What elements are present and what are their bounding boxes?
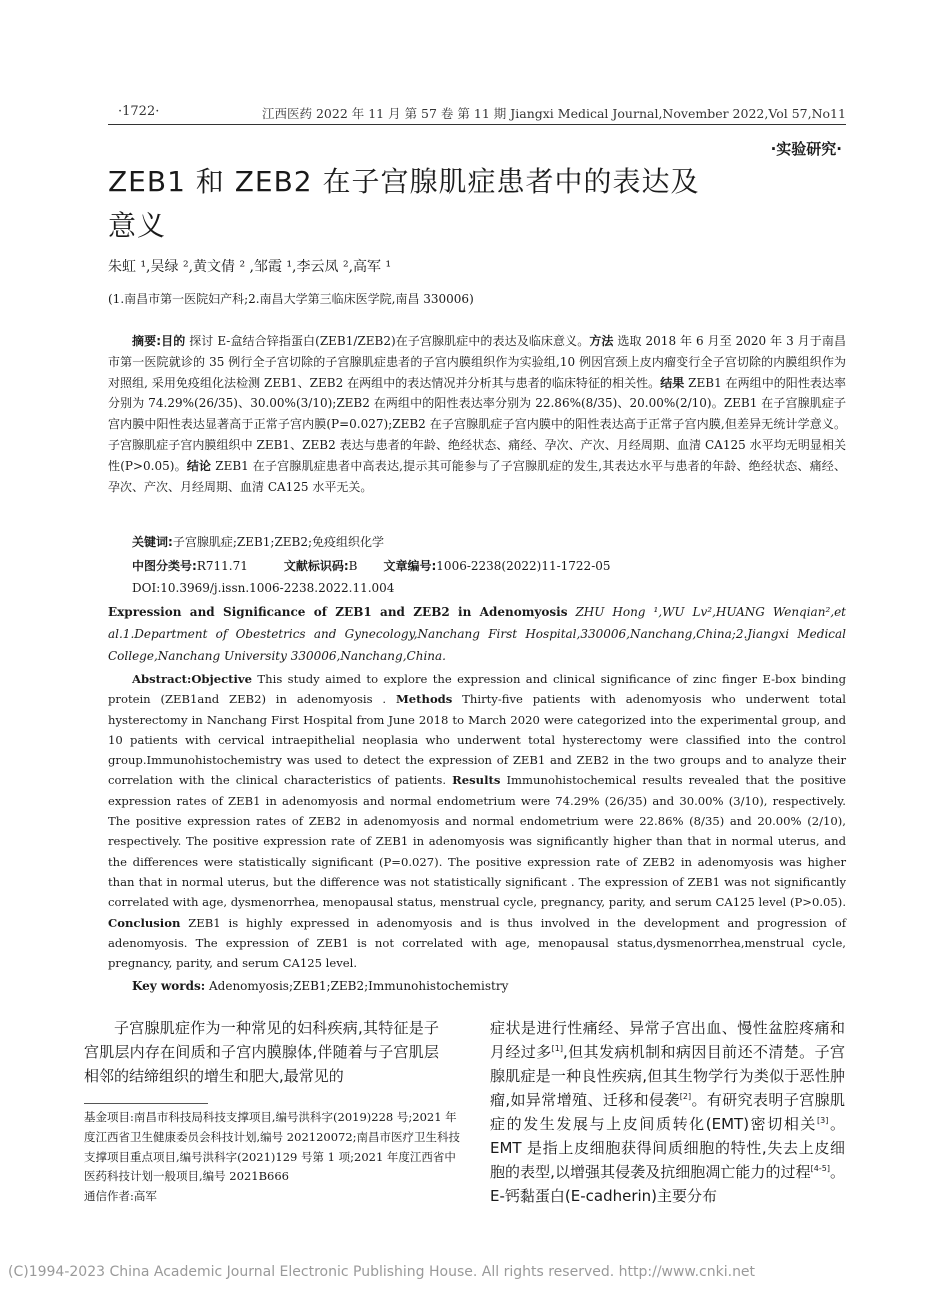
keywords-text: 子宫腺肌症;ZEB1;ZEB2;免疫组织化学 (172, 535, 385, 549)
body-paragraph-left: 子宫腺肌症作为一种常见的妇科疾病,其特征是子宫肌层内存在间质和子宫内膜腺体,伴随着与子宫肌层相邻的结缔组织的增生和肥大,最常见的 (84, 1019, 439, 1085)
en-keywords-text: Adenomyosis;ZEB1;ZEB2;Immunohistochemistry (205, 979, 509, 993)
doi: DOI:10.3969/j.issn.1006-2238.2022.11.004 (132, 581, 395, 595)
header-rule (108, 124, 846, 125)
abstract-label: 摘要: (132, 334, 161, 348)
clc-label: 中图分类号: (132, 559, 197, 573)
en-abstract-label: Abstract: (132, 672, 192, 686)
classification-line (132, 557, 611, 574)
footnote (84, 1108, 464, 1207)
english-title: Expression and Significance of ZEB1 and ZEB2 in Adenomyosis (108, 605, 568, 619)
en-conclusion-text: ZEB1 is highly expressed in adenomyosis and is thus involved in the development and progression of adenomyosis. The expression of ZEB1 is not correlated with age, menopausal status,dysmenorrhea,menstrual cycle, pregnancy, parity, and serum CA125 level. (108, 915, 846, 971)
body-text: 症状是进行性痛经、异常子宫出血、慢性盆腔疼痛和月经过多 (490, 1019, 845, 1061)
results-label: 结果 (660, 375, 685, 390)
en-results-label: Results (452, 773, 501, 788)
en-methods-text: Thirty-five patients with adenomyosis who underwent total hysterectomy in Nanchang First Hospital from June 2018 to March 2020 were categorized into the experimental group, and 10 patients with cervical intraepithelial neoplasia who underwent total hysterectomy were classified into the control group.Immunohistochemistry was used to detect the expression of ZEB1 and ZEB2 in the two groups and to analyze their correlation with the clinical characteristics of patients. (108, 692, 846, 788)
objective-text: 探讨 E-盒结合锌指蛋白(ZEB1/ZEB2)在子宫腺肌症中的表达及临床意义。 (185, 334, 590, 348)
en-methods-label: Methods (395, 692, 453, 707)
section-label: ·实验研究· (770, 140, 842, 158)
english-byline: ZHU Hong ¹,WU Lv²,HUANG Wenqian²,et al.1.Department of Obestetrics and Gynecology,Nanchang First Hospital,330006,Nanchang,China;2.Jiangxi Medical College,Nanchang University 330006,Nanchang,China. (108, 605, 846, 663)
affiliation: (1.南昌市第一医院妇产科;2.南昌大学第三临床医学院,南昌 330006) (108, 292, 474, 306)
conclusion-text: ZEB1 在子宫腺肌症患者中高表达,提示其可能参与了子宫腺肌症的发生,其表达水平与患者的年龄、绝经状态、痛经、孕次、产次、月经周期、血清 CA125 水平无关。 (108, 458, 846, 494)
keywords-line (132, 533, 384, 550)
article-title: ZEB1 和 ZEB2 在子宫腺肌症患者中的表达及意义 (108, 165, 700, 242)
citation-ref: [4-5] (810, 1164, 830, 1173)
methods-text: 选取 2018 年 6 月至 2020 年 3 月于南昌市第一医院就诊的 35 例行全子宫切除的子宫腺肌症患者的子宫内膜组织作为实验组,10 例因宫颈上皮内瘤变行全子宫切除的内膜组织作为对照组, 采用免疫组化法检测 ZEB1、ZEB2 在两组中的表达情况并分析其与患者的临床特征的相关性。 (108, 334, 846, 390)
citation-ref: [3] (817, 1116, 829, 1125)
doc-code-label: 文献标识码: (283, 559, 349, 573)
footnote-rule (84, 1103, 208, 1104)
article-number-label: 文章编号: (383, 559, 437, 573)
en-conclusion-label: Conclusion (108, 915, 181, 930)
clc-value: R711.71 (196, 559, 248, 573)
english-keywords (132, 979, 508, 993)
en-keywords-label: Key words: (132, 979, 206, 993)
doc-code-value: B (348, 559, 358, 573)
citation-ref: [2] (679, 1092, 692, 1101)
citation-ref: [1] (551, 1044, 563, 1053)
results-text: ZEB1 在两组中的阳性表达率分别为 74.29%(26/35)、30.00%(3/10);ZEB2 在两组中的阳性表达率分别为 22.86%(8/35)、20.00%(2/10)。ZEB1 在子宫腺肌症子宫内膜中阳性表达显著高于正常子宫内膜(P=0.027);ZEB2 在子宫腺肌症子宫内膜中的阳性表达高于正常子宫内膜,但差异无统计学意义。子宫腺肌症子宫内膜组织中 ZEB1、ZEB2 表达与患者的年龄、绝经状态、痛经、孕次、产次、月经周期、血清 CA125 水平均无明显相关性(P>0.05)。 (108, 375, 846, 473)
body-text: 。有研究表明子宫腺肌症的发生发展与上皮间质转化(EMT)密切相关 (490, 1091, 845, 1133)
page-number: ·1722· (118, 104, 160, 119)
article-number-value: 1006-2238(2022)11-1722-05 (436, 559, 611, 573)
body-text: ,但其发病机制和病因目前还不清楚。子宫腺肌症是一种良性疾病,但其生物学行为类似于恶性肿瘤,如异常增殖、迁移和侵袭 (490, 1043, 845, 1109)
conclusion-label: 结论 (186, 458, 212, 473)
keywords-label: 关键词: (132, 535, 173, 549)
author-list: 朱虹 ¹,吴绿 ²,黄文倩 ² ,邹霞 ¹,李云凤 ²,高军 ¹ (108, 259, 392, 275)
en-objective-label: Objective (191, 672, 253, 686)
corresponding-author: 通信作者:高军 (84, 1189, 157, 1204)
objective-label: 目的 (161, 334, 186, 348)
body-text: 。E-钙黏蛋白(E-cadherin)主要分布 (490, 1163, 845, 1205)
chinese-abstract (108, 331, 846, 497)
copyright-watermark: (C)1994-2023 China Academic Journal Electronic Publishing House. All rights reserved. http://www.cnki.net (8, 1264, 756, 1280)
funding-note: 基金项目:南昌市科技局科技支撑项目,编号洪科字(2019)228 号;2021 年度江西省卫生健康委员会科技计划,编号 202120072;南昌市医疗卫生科技支撑项目重点项目,编号洪科字(2021)129 号第 1 项;2021 年度江西省中医药科技计划一般项目,编号 2021B666 (84, 1110, 461, 1184)
running-head: 江西医药 2022 年 11 月 第 57 卷 第 11 期 Jiangxi Medical Journal,November 2022,Vol 57,No11 (262, 106, 846, 121)
en-results-text: Immunohistochemical results revealed that the positive expression rates of ZEB1 in adenomyosis and normal endometrium were 74.29% (26/35) and 30.00% (3/10), respectively. The positive expression rates of ZEB2 in adenomyosis and normal endometrium were 22.86% (8/35) and 20.00% (2/10), respectively. The positive expression rate of ZEB1 in adenomyosis was significantly higher than that in normal uterus, and the differences were statistically significant (P=0.027). The positive expression rate of ZEB2 in adenomyosis was higher than that in normal uterus, but the difference was not statistically significant . The expression of ZEB1 was not significantly correlated with age, dysmenorrhea, menopausal status, menstrual cycle, pregnancy, parity, and serum CA125 level (P>0.05). (108, 773, 846, 910)
english-abstract (108, 669, 846, 973)
en-objective-text: This study aimed to explore the expression and clinical significance of zinc finger E-box binding protein (ZEB1and ZEB2) in adenomyosis . (108, 672, 846, 707)
methods-label: 方法 (589, 334, 614, 348)
body-paragraph-right (490, 1016, 845, 1208)
body-text: 。EMT 是指上皮细胞获得间质细胞的特性,失去上皮细胞的表型,以增强其侵袭及抗细胞凋亡能力的过程 (490, 1115, 845, 1181)
english-title-block (108, 601, 846, 667)
